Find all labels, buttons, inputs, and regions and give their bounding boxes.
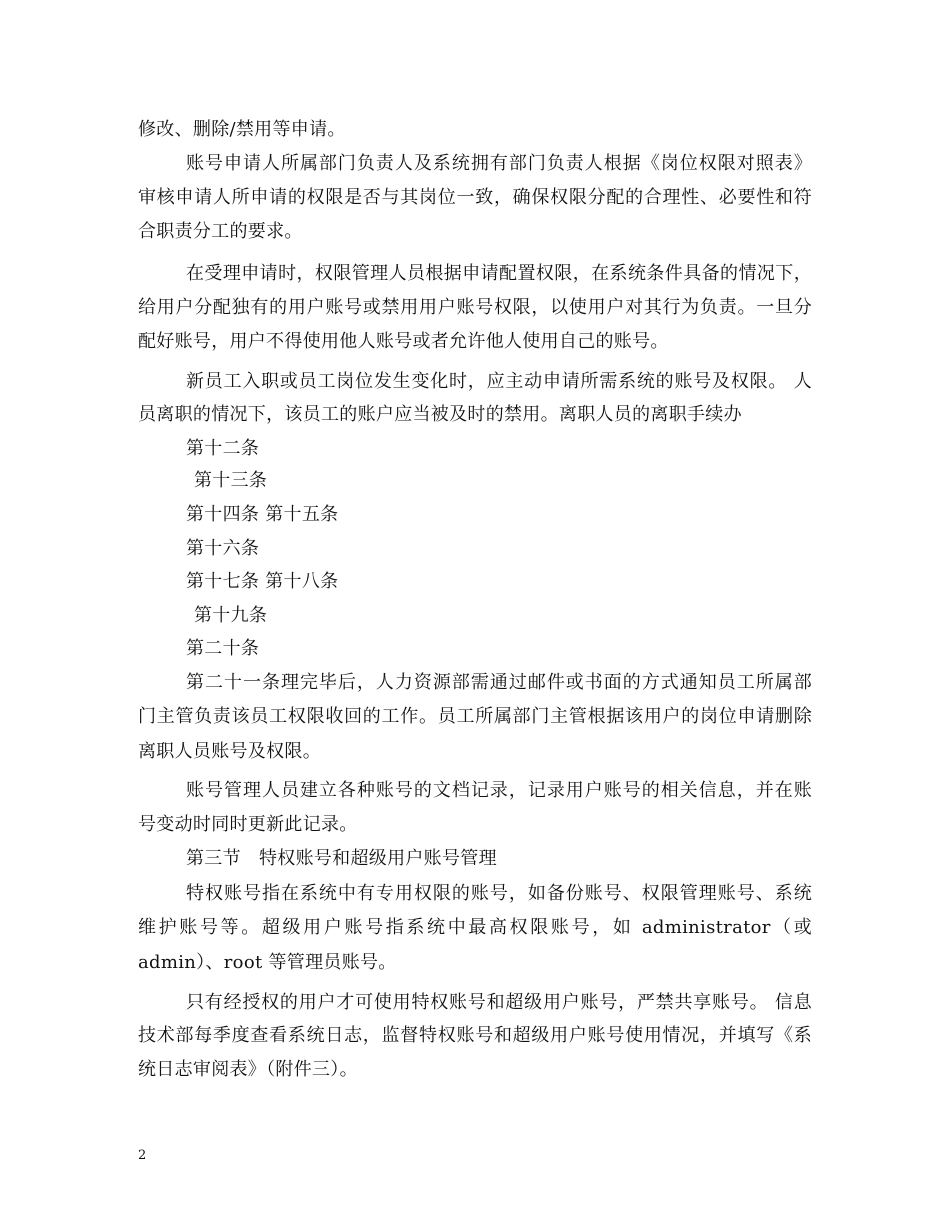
article-heading: 第十二条	[186, 438, 260, 459]
article-heading: 第十六条	[186, 538, 260, 559]
text-line: 审核申请人所申请的权限是否与其岗位一致，确保权限分配的合理性、必要性和符	[138, 187, 812, 208]
section-heading: 第三节 特权账号和超级用户账号管理	[186, 848, 497, 869]
text-line: 配好账号，用户不得使用他人账号或者允许他人使用自己的账号。	[138, 331, 669, 352]
page-number: 2	[138, 1148, 147, 1163]
text-line: 特权账号指在系统中有专用权限的账号，如备份账号、权限管理账号、系统	[186, 883, 812, 904]
text-line: 账号申请人所属部门负责人及系统拥有部门负责人根据《岗位权限对照表》	[186, 153, 812, 174]
text-line: 门主管负责该员工权限收回的工作。员工所属部门主管根据该用户的岗位申请删除	[138, 706, 812, 727]
text-line: 员离职的情况下，该员工的账户应当被及时的禁用。离职人员的离职手续办	[138, 404, 742, 425]
article-heading: 第二十条	[186, 638, 260, 659]
text-line: 新员工入职或员工岗位发生变化时，应主动申请所需系统的账号及权限。 人	[186, 371, 812, 392]
article-heading: 第十三条	[194, 470, 268, 491]
text-line: admin）、root 等管理员账号。	[138, 952, 397, 973]
text-line: 给用户分配独有的用户账号或禁用用户账号权限，以使用户对其行为负责。一旦分	[138, 297, 812, 318]
article-heading: 第十七条 第十八条	[186, 571, 339, 592]
text-line: 统日志审阅表》（附件三）。	[138, 1059, 358, 1080]
text-line: 离职人员账号及权限。	[138, 741, 321, 762]
text-line: 技术部每季度查看系统日志，监督特权账号和超级用户账号使用情况，并填写《系	[138, 1025, 812, 1046]
text-line: 修改、删除/禁用等申请。	[138, 119, 346, 140]
text-line: 只有经授权的用户才可使用特权账号和超级用户账号，严禁共享账号。 信息	[186, 992, 812, 1013]
text-line: 在受理申请时，权限管理人员根据申请配置权限，在系统条件具备的情况下，	[186, 263, 812, 284]
text-line: 维护账号等。超级用户账号指系统中最高权限账号，如 administrator（或	[138, 917, 812, 938]
text-line: 合职责分工的要求。	[138, 221, 303, 242]
text-line: 第二十一条理完毕后，人力资源部需通过邮件或书面的方式通知员工所属部	[186, 672, 812, 693]
article-heading: 第十四条 第十五条	[186, 504, 339, 525]
article-heading: 第十九条	[194, 605, 268, 626]
text-line: 账号管理人员建立各种账号的文档记录，记录用户账号的相关信息，并在账	[186, 780, 812, 801]
text-line: 号变动时同时更新此记录。	[138, 814, 358, 835]
